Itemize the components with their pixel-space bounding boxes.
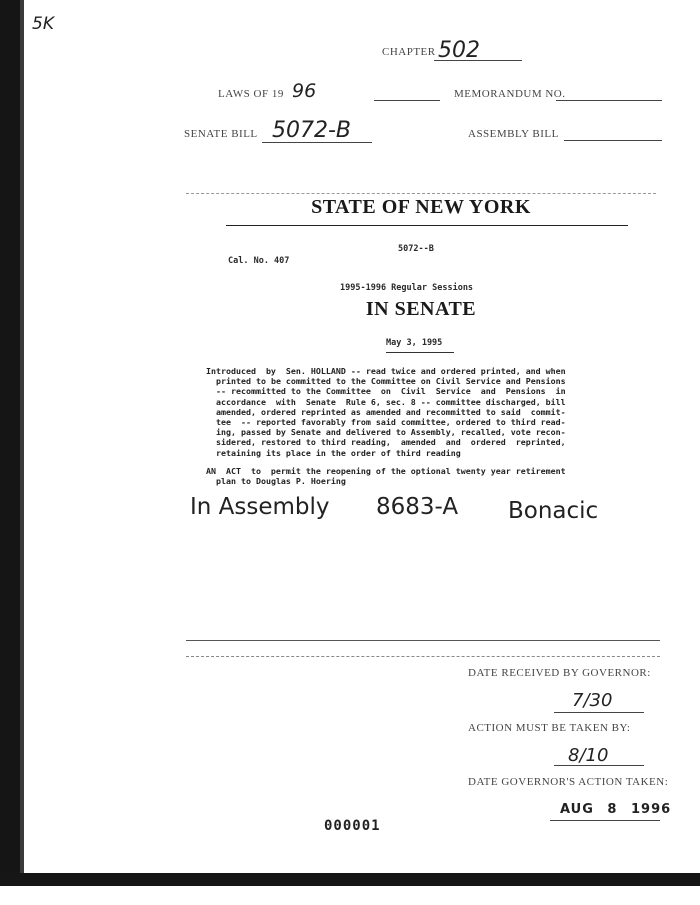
footer-rule-2 [186,656,660,657]
intro-line: ing, passed by Senate and delivered to Assembly, recalled, vote recon- [216,427,566,438]
footer-rule-1 [186,640,660,641]
calendar-number: Cal. No. 407 [228,256,290,266]
page-number: 000001 [324,818,381,834]
chapter-label: CHAPTER [382,46,436,58]
senate-bill-value: 5072-B [272,118,352,143]
chamber-title: IN SENATE [365,298,477,320]
scan-edge-left-shadow [20,0,24,885]
bill-top-rule [186,193,656,194]
intro-line: amended, ordered reprinted as amended and recommitted to said commit- [216,406,566,417]
date-received-value: 7/30 [572,690,613,711]
intro-line: Introduced by Sen. HOLLAND -- read twice and ordered printed, and when [206,366,566,376]
act-line: AN ACT to permit the reopening of the optional twenty year retirement [206,466,566,476]
memorandum-label: MEMORANDUM NO. [454,88,566,100]
introduction-date: May 3, 1995 [386,338,443,348]
bill-number: 5072--B [398,244,434,254]
session: 1995-1996 Regular Sessions [340,283,474,293]
senate-bill-label: SENATE BILL [184,128,258,140]
date-received-line [554,712,644,713]
intro-line: sidered, restored to third reading, amended and ordered reprinted, [216,437,566,448]
action-taken-label: DATE GOVERNOR'S ACTION TAKEN: [468,776,669,788]
action-taken-stamp: AUG 8 1996 [560,802,672,817]
state-title: STATE OF NEW YORK [311,196,531,218]
intro-line: printed to be committed to the Committee on Civil Service and Pensions [216,376,566,387]
laws-line [374,100,440,101]
act-title [206,466,566,486]
act-line: plan to Douglas P. Hoering [216,476,346,487]
assembly-note-sponsor: Bonacic [508,498,599,524]
corner-mark: 5K [32,14,54,34]
laws-value: 96 [292,80,317,102]
intro-line: -- recommitted to the Committee on Civil Service and Pensions in [216,386,566,397]
action-taken-line [550,820,660,821]
introduction-paragraph [206,366,566,458]
intro-line: tee -- reported favorably from said committee, ordered to third read- [216,417,566,428]
assembly-bill-label: ASSEMBLY BILL [468,128,559,140]
assembly-bill-line [564,140,662,141]
senate-bill-line [262,142,372,143]
action-by-value: 8/10 [568,745,609,766]
assembly-note-label: In Assembly [190,494,330,520]
chapter-value: 502 [438,38,480,63]
memorandum-line [556,100,662,101]
scan-edge-bottom [0,873,700,886]
assembly-note-number: 8683-A [376,494,459,520]
date-received-label: DATE RECEIVED BY GOVERNOR: [468,667,651,679]
scan-edge-left [0,0,20,885]
laws-label: LAWS OF 19 [218,88,284,100]
date-rule [386,352,454,353]
intro-line: accordance with Senate Rule 6, sec. 8 -- committee discharged, bill [216,396,566,407]
state-title-rule [226,225,628,226]
action-by-label: ACTION MUST BE TAKEN BY: [468,722,631,734]
intro-line: retaining its place in the order of third reading [216,447,461,458]
